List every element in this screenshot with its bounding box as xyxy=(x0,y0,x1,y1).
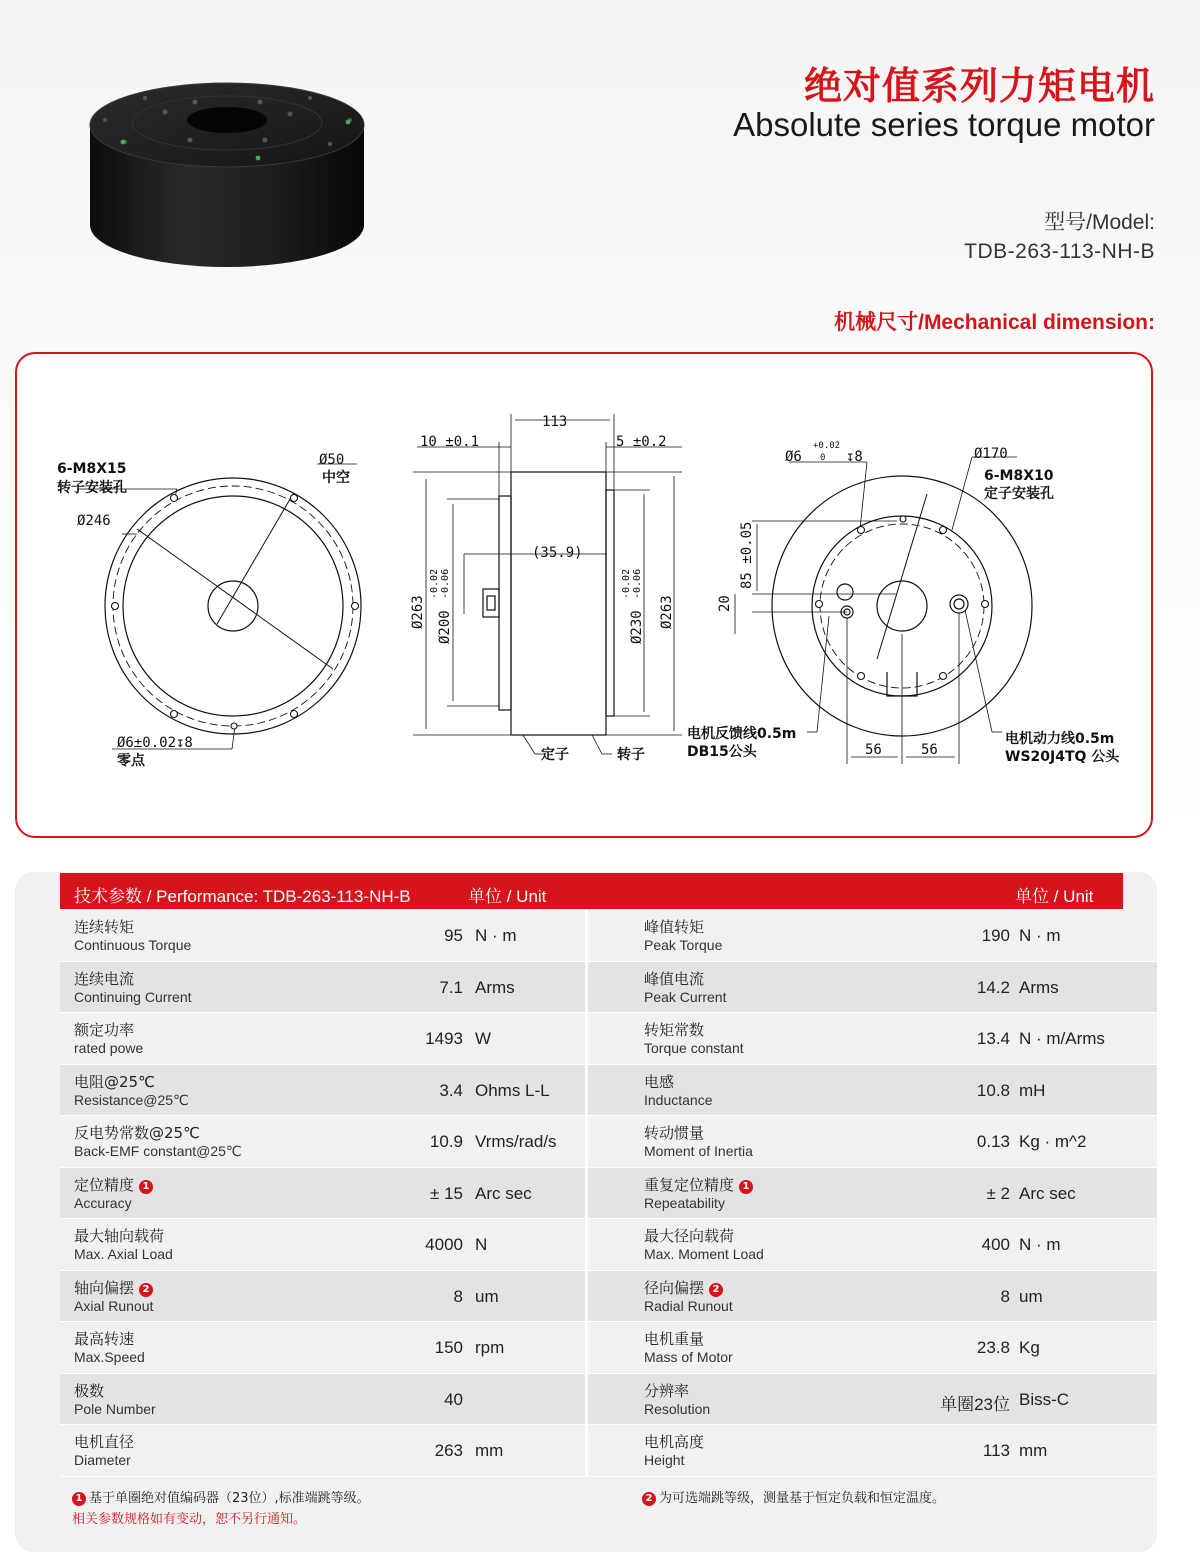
spec-right-unit-text: mm xyxy=(1019,1441,1048,1460)
spec-right-unit-text: Arms xyxy=(1019,977,1059,997)
dim-56a-label: 56 xyxy=(865,742,882,758)
rotor-holes-cn: 转子安装孔 xyxy=(57,480,127,496)
spec-left-name-en-text: Continuing Current xyxy=(74,988,192,1005)
spec-left-name-en-text: Accuracy xyxy=(74,1194,132,1211)
spec-left-unit xyxy=(475,1441,503,1461)
spec-right-name-en-text: Radial Runout xyxy=(644,1297,733,1314)
spec-right-name-en-text: Peak Current xyxy=(644,988,727,1005)
spec-row xyxy=(60,1322,1157,1374)
column-divider xyxy=(585,962,588,1013)
spec-left-name-en xyxy=(74,989,192,1005)
pin-depth-label: ↧8 xyxy=(846,449,863,465)
spec-right-unit xyxy=(1019,1338,1040,1358)
spec-right-name-en-text: Peak Torque xyxy=(644,937,723,953)
spec-right-name-cn xyxy=(644,1071,674,1092)
spec-right-value xyxy=(920,1184,1010,1204)
spec-right-unit-text: N · m/Arms xyxy=(1019,1029,1105,1048)
mechanical-drawing-panel xyxy=(15,352,1153,838)
spec-left-name-cn xyxy=(74,1380,104,1401)
spec-right-name-cn-text: 电机重量 xyxy=(644,1330,705,1348)
spec-right-name-cn-text: 电机高度 xyxy=(644,1433,705,1451)
right-tol-label: 5 ±0.2 xyxy=(616,434,667,450)
rotor-holes-label: 6-M8X15 xyxy=(57,461,127,477)
spec-left-name-cn xyxy=(74,1071,155,1092)
note-1 xyxy=(72,1487,370,1506)
spec-left-name-cn-text: 极数 xyxy=(74,1381,105,1400)
inner-dim-label: (35.9) xyxy=(532,545,583,561)
spec-left-value-text: 40 xyxy=(444,1389,463,1409)
spec-right-unit xyxy=(1019,1287,1043,1307)
spec-left-name-cn-text: 反电势常数@25℃ xyxy=(74,1124,200,1142)
spec-right-unit xyxy=(1019,978,1059,998)
spec-right-name-en-text: Mass of Motor xyxy=(644,1349,733,1365)
spec-right-name-en xyxy=(644,1452,684,1468)
spec-left-name-cn xyxy=(74,1122,200,1143)
spec-right-name-en xyxy=(644,1349,733,1365)
page-title-cn: 绝对值系列力矩电机 xyxy=(803,64,1155,108)
spec-left-unit xyxy=(475,1235,487,1255)
spec-right-name-cn-text: 重复定位精度 xyxy=(644,1175,735,1194)
spec-right-value-text: ± 2 xyxy=(986,1183,1010,1203)
spec-right-name-cn xyxy=(644,1431,704,1452)
mechanical-drawing xyxy=(17,354,1155,840)
length-label: 113 xyxy=(542,414,568,430)
spec-row xyxy=(60,1116,1157,1168)
column-divider xyxy=(585,1065,588,1116)
spec-left-name-en-text: rated powe xyxy=(74,1040,144,1056)
spec-left-value-text: 7.1 xyxy=(439,977,463,997)
spec-left-name-en xyxy=(74,1452,131,1468)
spec-left-name-en-text: Max.Speed xyxy=(74,1349,145,1365)
spec-left-name-en xyxy=(74,1298,153,1314)
spec-left-unit xyxy=(475,1081,550,1101)
spec-left-value xyxy=(373,1184,463,1204)
spec-right-name-en xyxy=(644,937,722,953)
spec-left-name-en xyxy=(74,1143,242,1160)
spec-left-unit-text: Ohms L-L xyxy=(475,1080,550,1100)
model-label: 型号/Model: xyxy=(1044,211,1155,234)
dia-200-label: Ø200 xyxy=(437,610,453,644)
spec-left-name-en-text: Diameter xyxy=(74,1452,131,1468)
spec-right-name-cn xyxy=(644,1174,753,1195)
spec-left-value xyxy=(373,1390,463,1410)
spec-row xyxy=(60,1374,1157,1426)
spec-left-name-cn xyxy=(74,968,134,989)
spec-right-name-en xyxy=(644,989,726,1005)
note-1-badge: 1 xyxy=(72,1492,86,1506)
spec-right-name-cn xyxy=(644,968,704,989)
spec-left-unit xyxy=(475,978,515,998)
spec-right-value xyxy=(920,1287,1010,1307)
spec-right-name-en-text: Resolution xyxy=(644,1400,711,1417)
spec-right-name-cn xyxy=(644,1328,704,1349)
feedback-cable-label: 电机反馈线0.5m xyxy=(687,726,797,742)
spec-left-name-en xyxy=(74,1040,143,1056)
spec-table xyxy=(60,910,1157,1477)
spec-right-unit-text: mH xyxy=(1019,1080,1046,1100)
spec-right-value xyxy=(920,1441,1010,1461)
column-divider xyxy=(585,1219,588,1270)
footnote-badge: 1 xyxy=(739,1180,753,1194)
spec-right-unit-text: N · m xyxy=(1019,926,1061,945)
spec-left-name-cn xyxy=(74,1431,134,1452)
feedback-conn-label: DB15公头 xyxy=(687,744,757,760)
spec-row xyxy=(60,1219,1157,1271)
note-1-text: 基于单圈绝对值编码器（23位）,标准端跳等级。 xyxy=(89,1491,370,1506)
spec-right-name-cn xyxy=(644,1277,723,1298)
spec-left-value-text: 3.4 xyxy=(439,1080,463,1100)
spec-row xyxy=(60,1065,1157,1117)
spec-left-name-en xyxy=(74,937,191,953)
spec-left-unit xyxy=(475,1132,557,1152)
column-divider xyxy=(585,1271,588,1322)
spec-right-name-cn-text: 峰值转矩 xyxy=(644,918,705,936)
spec-right-value xyxy=(920,1390,1010,1415)
spec-left-value xyxy=(373,1287,463,1307)
spec-row xyxy=(60,1168,1157,1220)
spec-left-name-cn-text: 连续电流 xyxy=(74,969,135,988)
spec-left-name-cn-text: 轴向偏摆 xyxy=(74,1278,135,1297)
spec-left-value xyxy=(373,1441,463,1461)
spec-right-name-en-text: Height xyxy=(644,1452,685,1468)
footnote-badge: 2 xyxy=(709,1283,723,1297)
spec-right-name-en xyxy=(644,1298,733,1314)
spec-right-name-en xyxy=(644,1401,710,1417)
spec-right-name-en-text: Torque constant xyxy=(644,1040,744,1056)
note-3: 相关参数规格如有变动，恕不另行通知。 xyxy=(72,1512,307,1527)
dim-20-label: 20 xyxy=(717,595,733,612)
spec-left-name-cn xyxy=(74,1277,153,1298)
spec-right-name-cn-text: 转动惯量 xyxy=(644,1124,705,1142)
dia-263-left-label: Ø263 xyxy=(410,595,426,629)
spec-right-name-en xyxy=(644,1092,713,1108)
spec-left-name-cn-text: 定位精度 xyxy=(74,1175,135,1194)
spec-right-name-en xyxy=(644,1040,744,1056)
spec-right-name-en xyxy=(644,1246,764,1262)
spec-left-unit-text: Vrms/rad/s xyxy=(475,1132,557,1151)
spec-left-unit-text: Arms xyxy=(475,977,515,997)
spec-right-unit xyxy=(1019,1441,1047,1461)
spec-left-value xyxy=(373,926,463,946)
spec-right-name-en-text: Moment of Inertia xyxy=(644,1143,753,1159)
spec-right-value-text: 190 xyxy=(981,926,1010,945)
footnote-badge: 2 xyxy=(139,1283,153,1297)
spec-left-value-text: 8 xyxy=(453,1286,463,1306)
spec-right-value xyxy=(920,1029,1010,1049)
spec-right-value-text: 113 xyxy=(982,1441,1010,1460)
spec-left-unit-text: N · m xyxy=(475,926,517,945)
spec-right-name-cn-text: 最大径向载荷 xyxy=(644,1227,735,1245)
spec-right-value-text: 8 xyxy=(1000,1286,1010,1306)
column-divider xyxy=(585,1116,588,1167)
spec-left-name-cn-text: 最高转速 xyxy=(74,1330,135,1348)
spec-right-value-text: 14.2 xyxy=(976,977,1010,997)
spec-row xyxy=(60,1013,1157,1065)
note-2 xyxy=(642,1487,945,1506)
spec-left-name-en-text: Max. Axial Load xyxy=(74,1246,173,1262)
spec-right-name-en-text: Max. Moment Load xyxy=(644,1246,764,1262)
spec-right-unit xyxy=(1019,1029,1105,1049)
spec-row xyxy=(60,910,1157,962)
spec-left-name-en xyxy=(74,1092,189,1109)
dia-230-label: Ø230 xyxy=(629,610,645,644)
spec-right-name-cn-text: 峰值电流 xyxy=(644,969,705,988)
spec-right-name-cn xyxy=(644,1122,704,1143)
spec-left-name-cn-text: 电机直径 xyxy=(74,1433,135,1451)
spec-right-value xyxy=(920,978,1010,998)
spec-left-unit xyxy=(475,926,517,946)
rotor-label: 转子 xyxy=(617,747,645,763)
spec-left-unit xyxy=(475,1184,532,1204)
spec-left-unit-text: W xyxy=(475,1029,492,1048)
spec-header-title: 技术参数 / Performance: TDB-263-113-NH-B xyxy=(74,887,411,906)
spec-right-name-en-text: Repeatability xyxy=(644,1194,725,1211)
spec-header-unit-right: 单位 / Unit xyxy=(1015,887,1094,906)
spec-left-unit-text: Arc sec xyxy=(475,1183,532,1203)
spec-right-value xyxy=(920,1132,1010,1152)
spec-left-value xyxy=(373,1132,463,1152)
spec-right-unit-text: Kg xyxy=(1019,1338,1040,1357)
pin-hole-label: Ø6 xyxy=(785,449,802,465)
spec-left-value-text: ± 15 xyxy=(430,1183,463,1203)
column-divider xyxy=(585,1168,588,1219)
spec-right-value xyxy=(920,1235,1010,1255)
spec-right-unit xyxy=(1019,1132,1087,1152)
spec-right-name-cn-text: 转矩常数 xyxy=(644,1021,705,1039)
spec-left-name-cn xyxy=(74,1019,134,1040)
spec-left-unit-text: N xyxy=(475,1235,488,1254)
spec-left-value-text: 4000 xyxy=(425,1235,463,1254)
spec-left-name-cn-text: 连续转矩 xyxy=(74,918,135,936)
spec-right-unit-text: Biss-C xyxy=(1019,1389,1070,1409)
spec-right-unit-text: N · m xyxy=(1019,1235,1061,1254)
motor-product-image xyxy=(85,80,370,275)
model-value: TDB-263-113-NH-B xyxy=(964,240,1155,263)
spec-left-value-text: 150 xyxy=(434,1338,463,1357)
spec-right-name-cn-text: 电感 xyxy=(644,1072,675,1091)
spec-row xyxy=(60,1271,1157,1323)
spec-right-unit xyxy=(1019,1184,1076,1204)
hollow-cn: 中空 xyxy=(322,470,350,486)
spec-left-value-text: 263 xyxy=(434,1441,463,1460)
spec-left-unit xyxy=(475,1287,499,1307)
spec-right-value xyxy=(920,926,1010,946)
spec-right-name-cn-text: 分辨率 xyxy=(644,1381,690,1400)
spec-left-value xyxy=(373,1235,463,1255)
spec-right-value-text: 400 xyxy=(981,1235,1010,1254)
mechanical-dimension-label: 机械尺寸/Mechanical dimension: xyxy=(834,311,1155,334)
spec-left-name-cn xyxy=(74,916,134,937)
spec-left-name-cn xyxy=(74,1328,134,1349)
dim-56b-label: 56 xyxy=(921,742,938,758)
stator-holes-cn: 定子安装孔 xyxy=(984,486,1054,502)
spec-right-value xyxy=(920,1081,1010,1101)
dim-85-label: 85 ±0.05 xyxy=(739,521,755,589)
dia-230-tol-up: -0.02 xyxy=(621,568,632,599)
spec-left-name-en xyxy=(74,1401,156,1417)
spec-right-unit xyxy=(1019,1235,1061,1255)
spec-left-value-text: 10.9 xyxy=(429,1132,463,1151)
spec-header xyxy=(60,873,1123,909)
spec-left-name-en xyxy=(74,1246,173,1262)
spec-right-name-en xyxy=(644,1143,753,1159)
spec-left-name-en xyxy=(74,1349,145,1365)
spec-right-unit xyxy=(1019,1081,1045,1101)
spec-right-unit xyxy=(1019,926,1061,946)
column-divider xyxy=(585,1013,588,1064)
dia-230-tol-lo: -0.06 xyxy=(632,568,643,599)
spec-right-unit-text: Kg · m^2 xyxy=(1019,1132,1087,1151)
spec-right-unit-text: Arc sec xyxy=(1019,1183,1076,1203)
hollow-dia-label: Ø50 xyxy=(319,452,345,468)
spec-right-name-cn xyxy=(644,1225,734,1246)
spec-right-value-text: 10.8 xyxy=(976,1080,1010,1100)
dia-263-right-label: Ø263 xyxy=(659,595,675,629)
spec-right-unit-text: um xyxy=(1019,1286,1043,1306)
stator-label: 定子 xyxy=(541,747,569,763)
spec-left-value xyxy=(373,1029,463,1049)
spec-left-value-text: 1493 xyxy=(425,1029,463,1048)
column-divider xyxy=(585,910,588,961)
note-2-text: 为可选端跳等级，测量基于恒定负载和恒定温度。 xyxy=(659,1491,946,1506)
spec-right-value-text: 13.4 xyxy=(976,1029,1010,1048)
spec-right-value-text: 单圈23位 xyxy=(940,1394,1010,1414)
left-tol-label: 10 ±0.1 xyxy=(420,434,480,450)
spec-left-name-en-text: Axial Runout xyxy=(74,1297,154,1314)
stator-pcd-label: Ø170 xyxy=(974,446,1008,462)
spec-row xyxy=(60,962,1157,1014)
rotor-pcd-label: Ø246 xyxy=(77,513,111,529)
spec-left-unit xyxy=(475,1338,504,1358)
column-divider xyxy=(585,1322,588,1373)
spec-left-name-cn xyxy=(74,1225,164,1246)
spec-right-value-text: 0.13 xyxy=(976,1132,1010,1151)
spec-right-unit xyxy=(1019,1390,1069,1410)
page-title-en: Absolute series torque motor xyxy=(733,106,1155,143)
spec-left-value xyxy=(373,1081,463,1101)
spec-left-value xyxy=(373,1338,463,1358)
spec-left-unit-text: rpm xyxy=(475,1338,505,1357)
zero-point-cn: 零点 xyxy=(117,753,145,769)
spec-right-value-text: 23.8 xyxy=(976,1338,1010,1357)
spec-left-name-en-text: Continuous Torque xyxy=(74,937,192,953)
footnote-badge: 1 xyxy=(139,1180,153,1194)
spec-left-name-cn-text: 最大轴向载荷 xyxy=(74,1227,165,1245)
spec-left-unit-text: mm xyxy=(475,1441,504,1460)
spec-row xyxy=(60,1425,1157,1477)
pin-tol-lo: 0 xyxy=(820,453,826,463)
note-2-badge: 2 xyxy=(642,1492,656,1506)
spec-left-value xyxy=(373,978,463,998)
column-divider xyxy=(585,1374,588,1425)
dia-200-tol-up: -0.02 xyxy=(429,568,440,599)
spec-right-name-cn xyxy=(644,916,704,937)
spec-left-name-en-text: Pole Number xyxy=(74,1400,156,1417)
power-cable-label: 电机动力线0.5m xyxy=(1005,731,1115,747)
spec-left-unit-text: um xyxy=(475,1286,499,1306)
spec-left-name-cn xyxy=(74,1174,153,1195)
spec-left-name-cn-text: 额定功率 xyxy=(74,1021,135,1039)
spec-left-value-text: 95 xyxy=(444,926,463,945)
spec-left-name-en xyxy=(74,1195,132,1211)
spec-right-name-cn-text: 径向偏摆 xyxy=(644,1278,705,1297)
spec-header-unit-left: 单位 / Unit xyxy=(468,887,547,906)
spec-right-name-en-text: Inductance xyxy=(644,1091,713,1108)
pin-tol-up: +0.02 xyxy=(813,441,841,451)
spec-right-name-cn xyxy=(644,1380,689,1401)
spec-right-value xyxy=(920,1338,1010,1358)
dia-200-tol-lo: -0.06 xyxy=(440,568,451,599)
spec-right-name-en xyxy=(644,1195,725,1211)
column-divider xyxy=(585,1425,588,1476)
stator-holes-label: 6-M8X10 xyxy=(984,468,1054,484)
power-conn-label: WS20J4TQ 公头 xyxy=(1005,749,1120,765)
spec-left-name-en-text: Back-EMF constant@25℃ xyxy=(74,1143,242,1159)
spec-left-unit xyxy=(475,1029,491,1049)
spec-right-name-cn xyxy=(644,1019,704,1040)
zero-point-label: Ø6±0.02↧8 xyxy=(117,735,193,751)
spec-left-name-en-text: Resistance@25℃ xyxy=(74,1091,189,1108)
spec-left-name-cn-text: 电阻@25℃ xyxy=(74,1072,155,1091)
